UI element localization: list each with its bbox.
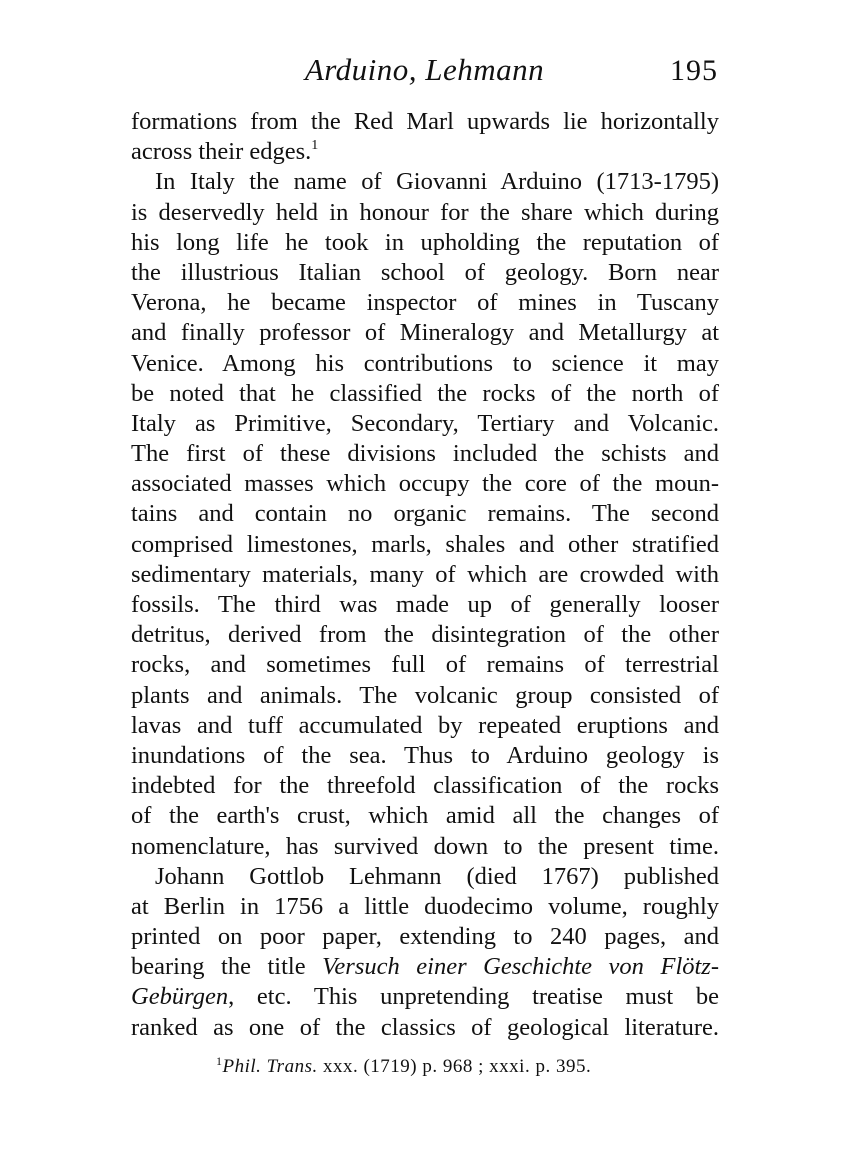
text-line <box>131 439 719 469</box>
text-line <box>131 922 719 952</box>
text-line <box>131 620 719 650</box>
text-segment: comprised limestones, marls, shales and other stratified <box>131 530 719 558</box>
text-segment: ranked as one of the classics of geological literature. <box>131 1013 719 1041</box>
text-segment: inundations of the sea. Thus to Arduino geology is <box>131 741 719 769</box>
text-line <box>131 590 719 620</box>
footnote-journal: Phil. Trans. <box>222 1056 318 1077</box>
text-segment: plants and animals. The volcanic group consisted of <box>131 681 719 709</box>
text-segment: at Berlin in 1756 a little duodecimo volume, roughly <box>131 892 719 920</box>
text-line <box>131 982 719 1012</box>
running-head: Arduino, Lehmann <box>304 52 545 87</box>
text-segment: In Italy the name of Giovanni Arduino (1713-1795) <box>155 168 719 196</box>
text-segment: be noted that he classified the rocks of the north of <box>131 379 719 407</box>
text-segment: The first of these divisions included the schists and <box>131 440 719 468</box>
text-segment: is deservedly held in honour for the share which during <box>131 198 719 226</box>
text-line <box>131 409 719 439</box>
text-line <box>131 650 719 680</box>
text-segment: , etc. This unpretending treatise must be <box>228 983 719 1011</box>
text-line <box>131 228 719 258</box>
text-line <box>131 801 719 831</box>
text-line <box>131 560 719 590</box>
text-line <box>131 681 719 711</box>
text-line <box>131 952 719 982</box>
text-segment: formations from the Red Marl upwards lie horizontally <box>131 108 719 135</box>
text-line <box>131 1013 719 1043</box>
text-line <box>131 771 719 801</box>
text-line <box>131 167 719 197</box>
text-line <box>131 137 719 167</box>
text-line <box>131 288 719 318</box>
text-segment: nomenclature, has survived down to the present time. <box>131 832 719 860</box>
text-segment: tains and contain no organic remains. The second <box>131 500 719 528</box>
footnote-text: xxx. (1719) p. 968 ; xxxi. p. 395. <box>317 1056 592 1077</box>
text-line <box>131 349 719 379</box>
text-line <box>131 318 719 348</box>
text-segment: Verona, he became inspector of mines in Tuscany <box>131 289 719 317</box>
text-segment: lavas and tuff accumulated by repeated eruptions and <box>131 711 719 739</box>
text-segment: sedimentary materials, many of which are crowded with <box>131 560 719 588</box>
text-line <box>131 530 719 560</box>
text-line <box>131 107 719 137</box>
text-line <box>131 862 719 892</box>
text-segment: Venice. Among his contributions to science it may <box>131 349 719 377</box>
text-segment: Italy as Primitive, Secondary, Tertiary and Volcanic. <box>131 409 719 437</box>
text-line <box>131 711 719 741</box>
text-segment: of the earth's crust, which amid all the changes of <box>131 802 719 830</box>
text-line <box>131 892 719 922</box>
text-segment: across their edges. <box>131 138 312 166</box>
body-text <box>131 107 719 1043</box>
text-line <box>131 198 719 228</box>
footnote-reference: 1 <box>311 138 319 154</box>
footnote <box>216 1056 591 1078</box>
text-segment: bearing the title <box>131 953 323 981</box>
text-segment: and finally professor of Mineralogy and Metallurgy at <box>131 319 719 347</box>
text-line <box>131 379 719 409</box>
text-segment: detritus, derived from the disintegration of the other <box>131 621 719 649</box>
text-line <box>131 499 719 529</box>
text-segment: printed on poor paper, extending to 240 pages, and <box>131 923 719 951</box>
text-segment: fossils. The third was made up of generally looser <box>131 591 719 618</box>
page-header <box>131 52 718 96</box>
text-segment: rocks, and sometimes full of remains of terrestrial <box>131 651 719 679</box>
text-line <box>131 258 719 288</box>
text-segment: the illustrious Italian school of geology. Born near <box>131 258 719 286</box>
text-line <box>131 469 719 499</box>
text-segment: associated masses which occupy the core of the moun- <box>131 470 719 498</box>
text-segment: his long life he took in upholding the reputation of <box>131 228 719 256</box>
page-number: 195 <box>670 54 718 87</box>
footnote-marker: 1 <box>216 1054 223 1068</box>
book-title-italic: Versuch einer Geschichte von Flötz- <box>322 953 719 981</box>
text-line <box>131 741 719 771</box>
text-segment: indebted for the threefold classification of the rocks <box>131 772 719 800</box>
book-title-italic: Gebürgen <box>131 983 229 1011</box>
text-line <box>131 832 719 862</box>
text-segment: Johann Gottlob Lehmann (died 1767) published <box>155 862 719 890</box>
